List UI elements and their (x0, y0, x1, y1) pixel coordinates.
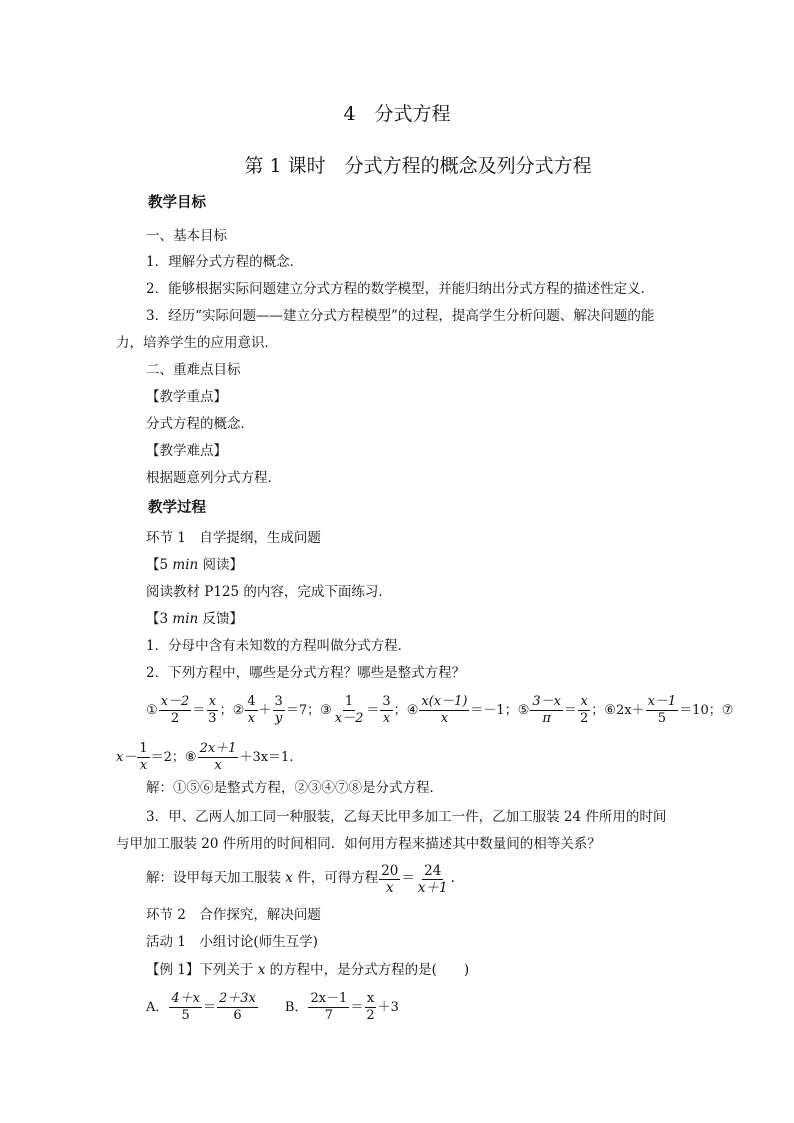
feedback-label-pre: 【3 (146, 611, 173, 627)
eq-2-fraction-2 (273, 695, 285, 726)
fraction-numerator: 4 (247, 693, 256, 709)
fraction-numerator: 2＋3x (219, 990, 256, 1006)
reading-label (146, 556, 243, 574)
fraction-numerator: 20 (381, 862, 399, 879)
eq-1-fraction-left (159, 695, 192, 726)
example-1-text: 下列关于 (199, 962, 258, 978)
option-b-fraction-right (364, 992, 376, 1023)
equals-sign: ＝ (366, 702, 380, 718)
option-a-fraction-left (169, 992, 202, 1023)
goal-item-1: 1．理解分式方程的概念． (146, 254, 304, 270)
example-1-options (146, 987, 399, 1027)
reading-label-min: min (172, 557, 199, 573)
eq-4-fraction (419, 695, 469, 726)
fraction-numerator: x(x－1) (421, 693, 468, 709)
eq-5-mark: ⑤ (517, 702, 530, 718)
eq-8-mark: ⑧ (184, 749, 197, 765)
eq-7-lhs: x－ (116, 749, 137, 765)
focus-text: 分式方程的概念． (146, 416, 254, 432)
eq-4-mark: ④ (406, 702, 419, 718)
fraction-numerator: 4＋x (171, 990, 200, 1006)
process-heading: 教学过程 (148, 499, 206, 516)
fraction-denominator: 2 (580, 710, 589, 726)
answer-3-variable: x (285, 870, 293, 887)
eq-1-fraction-right (206, 695, 218, 726)
answer-3-fraction-left (379, 864, 400, 895)
plus-sign: ＋ (258, 702, 272, 718)
eq-8-fraction (198, 742, 239, 773)
fraction-numerator: x (208, 693, 217, 709)
lesson-subtitle: 第 1 课时 分式方程的概念及列分式方程 (244, 155, 592, 177)
answer-3 (146, 859, 455, 899)
reading-label-pre: 【5 (146, 557, 173, 573)
fraction-numerator: x (580, 693, 588, 709)
answer-3-end: . (450, 870, 455, 887)
goal-item-2: 2．能够根据实际问题建立分式方程的数学模型，并能归纳出分式方程的描述性定义． (146, 281, 655, 297)
fraction-denominator: 3 (208, 710, 217, 726)
equals-sign: ＝ (203, 999, 217, 1015)
question-1: 1．分母中含有未知数的方程叫做分式方程． (146, 638, 412, 654)
feedback-label (146, 610, 243, 628)
fraction-denominator: 7 (324, 1007, 334, 1023)
separator: ； (219, 702, 233, 718)
fraction-denominator: x (139, 757, 148, 773)
equals-sign: ＝ (192, 702, 206, 718)
eq-5-fraction-left (530, 695, 563, 726)
reading-label-post: 阅读】 (198, 557, 244, 573)
eq-4-rhs: ＝－1 (470, 702, 505, 718)
fraction-denominator: 5 (181, 1007, 190, 1023)
fraction-numerator: 1 (344, 693, 354, 709)
fraction-numerator: x－2 (160, 693, 190, 709)
feedback-label-post: 反馈】 (198, 611, 244, 627)
separator: ； (393, 702, 407, 718)
lesson-title: 4 分式方程 (343, 103, 451, 125)
answer-2: 解：①⑤⑥是整式方程，②③④⑦⑧是分式方程． (146, 780, 443, 796)
focus-label: 【教学重点】 (146, 389, 227, 405)
fraction-numerator: 3 (382, 693, 391, 709)
fraction-numerator: 24 (424, 862, 442, 879)
eq-7-fraction (137, 742, 149, 773)
equation-list-line-2 (116, 738, 293, 776)
option-a-label: A． (146, 999, 169, 1015)
equation-list-line-1 (146, 691, 733, 729)
goal-item-3-cont: 力，培养学生的应用意识． (116, 335, 278, 351)
option-a-fraction-right (217, 992, 258, 1023)
fraction-denominator: 5 (657, 710, 666, 726)
fraction-numerator: x－1 (647, 693, 677, 709)
fraction-denominator: x (386, 879, 394, 896)
eq-2-mark: ② (232, 702, 245, 718)
key-goals-title: 二、重难点目标 (146, 362, 241, 378)
option-b-rhs: ＋3 (377, 999, 399, 1015)
eq-5-fraction-right (578, 695, 590, 726)
eq-3-mark: ③ (320, 702, 332, 718)
fraction-denominator: x (382, 710, 391, 726)
difficulty-label: 【教学难点】 (146, 443, 227, 459)
difficulty-text: 根据题意列分式方程． (146, 470, 281, 486)
feedback-label-min: min (172, 611, 199, 627)
fraction-denominator: x－2 (334, 710, 364, 726)
equals-sign: ＝ (401, 870, 415, 887)
fraction-denominator: 6 (233, 1007, 242, 1023)
question-3-line-1: 3．甲、乙两人加工同一种服装，乙每天比甲多加工一件，乙加工服装 24 件所用的时间 (146, 809, 667, 825)
example-1 (146, 961, 469, 979)
fraction-numerator: 2x＋1 (199, 740, 237, 756)
fraction-numerator: x (366, 990, 375, 1006)
fraction-denominator: x (214, 757, 222, 773)
eq-6-fraction (646, 695, 679, 726)
eq-3-fraction-left (333, 695, 366, 726)
eq-1-mark: ① (146, 702, 158, 718)
eq-8-rhs: ＋3x＝1. (239, 749, 294, 765)
fraction-denominator: 2 (366, 1007, 375, 1023)
eq-7-mark: ⑦ (721, 702, 734, 718)
option-b-fraction-left (308, 992, 349, 1023)
fraction-numerator: 2x－1 (310, 990, 348, 1006)
goal-item-3: 3．经历“实际问题——建立分式方程模型”的过程，提高学生分析问题、解决问题的能 (146, 308, 655, 324)
fraction-denominator: y (274, 710, 283, 726)
answer-3-text: 解：设甲每天加工服装 (146, 870, 286, 887)
example-1-variable: x (257, 962, 266, 978)
separator: ； (171, 749, 185, 765)
fraction-numerator: 1 (139, 740, 148, 756)
basic-goals-title: 一、基本目标 (146, 228, 227, 244)
goals-heading: 教学目标 (148, 194, 206, 211)
option-b-label: B． (284, 999, 308, 1015)
fraction-numerator: 3－x (532, 693, 561, 709)
example-1-label: 【例 1】 (146, 962, 200, 978)
eq-2-fraction-1 (245, 695, 257, 726)
fraction-numerator: 3 (274, 693, 283, 709)
separator: ； (504, 702, 518, 718)
eq-6-mark: ⑥2x＋ (604, 702, 645, 718)
step-2-title: 环节 2 合作探究，解决问题 (146, 907, 321, 923)
step-1-title: 环节 1 自学提纲，生成问题 (146, 530, 321, 546)
question-2: 2．下列方程中，哪些是分式方程？哪些是整式方程？ (146, 665, 466, 681)
fraction-denominator: x (247, 710, 256, 726)
separator: ； (307, 702, 321, 718)
question-3-line-2: 与甲加工服装 20 件所用的时间相同．如何用方程来描述其中数量间的相等关系？ (116, 836, 601, 852)
separator: ； (708, 702, 722, 718)
separator: ； (591, 702, 605, 718)
equals-sign: ＝ (563, 702, 577, 718)
fraction-denominator: x＋1 (417, 879, 448, 896)
reading-text: 阅读教材 P125 的内容，完成下面练习． (146, 584, 392, 600)
eq-3-fraction-right (380, 695, 392, 726)
fraction-denominator: π (542, 710, 551, 726)
eq-2-rhs: ＝7 (285, 702, 308, 718)
eq-7-rhs: ＝2 (150, 749, 172, 765)
answer-3-fraction-right (416, 864, 450, 895)
activity-1-title: 活动 1 小组讨论(师生互学) (146, 934, 318, 950)
example-1-text-2: 的方程中，是分式方程的是( ) (265, 962, 470, 978)
equals-sign: ＝ (350, 999, 364, 1015)
answer-3-text-2: 件，可得方程 (292, 870, 379, 887)
fraction-denominator: x (440, 710, 449, 726)
eq-6-rhs: ＝10 (679, 702, 709, 718)
fraction-denominator: 2 (170, 710, 180, 726)
